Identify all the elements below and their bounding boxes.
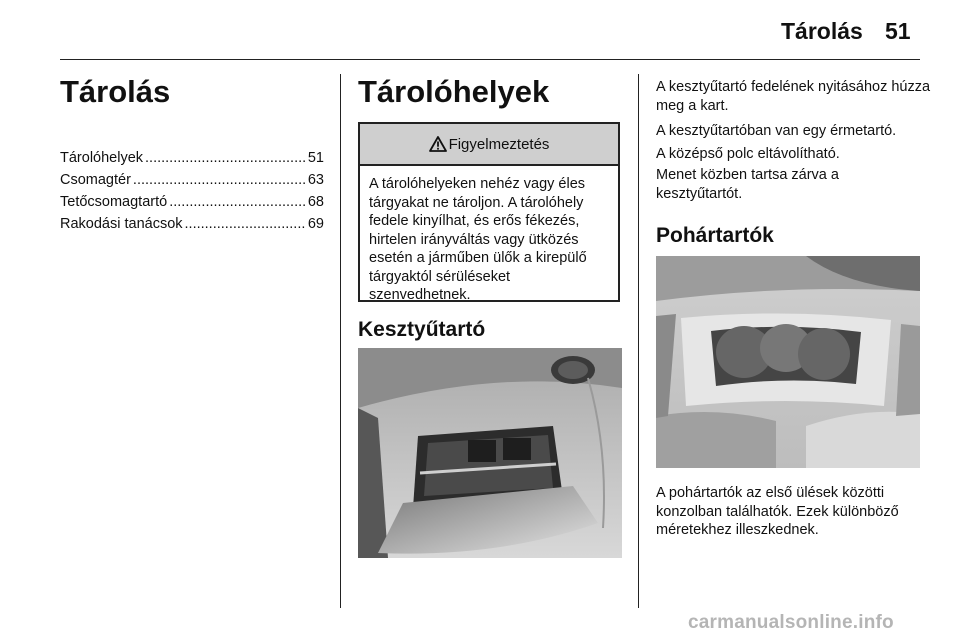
page-header <box>0 0 960 60</box>
toc-leader <box>133 172 306 188</box>
cupholder-photo <box>656 256 920 468</box>
toc-entry-label: Tetőcsomagtartó <box>60 194 168 210</box>
glovebox-photo <box>358 348 622 558</box>
toc-leader <box>169 194 306 210</box>
paragraph-cupholders: A pohártartók az első ülések közötti konzolban találhatók. Ezek különböző méretekhez illeszkednek. <box>656 485 899 538</box>
column-divider-left <box>340 74 341 608</box>
warning-triangle-icon <box>429 136 447 152</box>
toc-leader <box>145 150 306 166</box>
toc-entry-page: 51 <box>307 150 324 166</box>
warning-header <box>360 124 618 166</box>
header-divider <box>60 59 920 60</box>
table-of-contents <box>60 150 324 238</box>
subsection-title-glovebox: Kesztyűtartó <box>358 318 486 341</box>
paragraph-keep-closed: Menet közben tartsa zárva a kesztyűtartót. <box>656 167 839 202</box>
paragraph-open-glovebox: A kesztyűtartó fedelének nyitásához húzza meg a kart. <box>656 79 931 114</box>
toc-entry[interactable] <box>60 150 324 172</box>
toc-entry-label: Rakodási tanácsok <box>60 216 183 232</box>
toc-entry-page: 63 <box>307 172 324 188</box>
warning-text: A tárolóhelyeken nehéz vagy éles tárgyakat ne tároljon. A tárolóhely fedele kinyílhat, és erős fékezés, hirtelen irányváltás vagy ütközés esetén a járműben ülők a kirepülő tárgyaktól sérüléseket szenvedhetnek. <box>369 176 587 303</box>
toc-leader <box>185 216 306 232</box>
toc-entry-label: Csomagtér <box>60 172 131 188</box>
column-divider-right <box>638 74 639 608</box>
subsection-title-cupholders: Pohártartók <box>656 224 774 247</box>
header-title: Tárolás <box>781 18 863 44</box>
section-title: Tárolóhelyek <box>358 74 550 109</box>
page-number: 51 <box>885 18 911 44</box>
paragraph-coin-holder: A kesztyűtartóban van egy érmetartó. <box>656 123 897 139</box>
toc-entry-page: 68 <box>307 194 324 210</box>
toc-entry[interactable] <box>60 216 324 238</box>
warning-box <box>358 122 620 302</box>
watermark: carmanualsonline.info <box>688 612 894 633</box>
toc-entry-label: Tárolóhelyek <box>60 150 144 166</box>
paragraph-shelf-removable: A középső polc eltávolítható. <box>656 146 840 162</box>
toc-entry-page: 69 <box>307 216 324 232</box>
chapter-title: Tárolás <box>60 74 171 109</box>
toc-entry[interactable] <box>60 172 324 194</box>
warning-heading: Figyelmeztetés <box>448 135 550 153</box>
toc-entry[interactable] <box>60 194 324 216</box>
